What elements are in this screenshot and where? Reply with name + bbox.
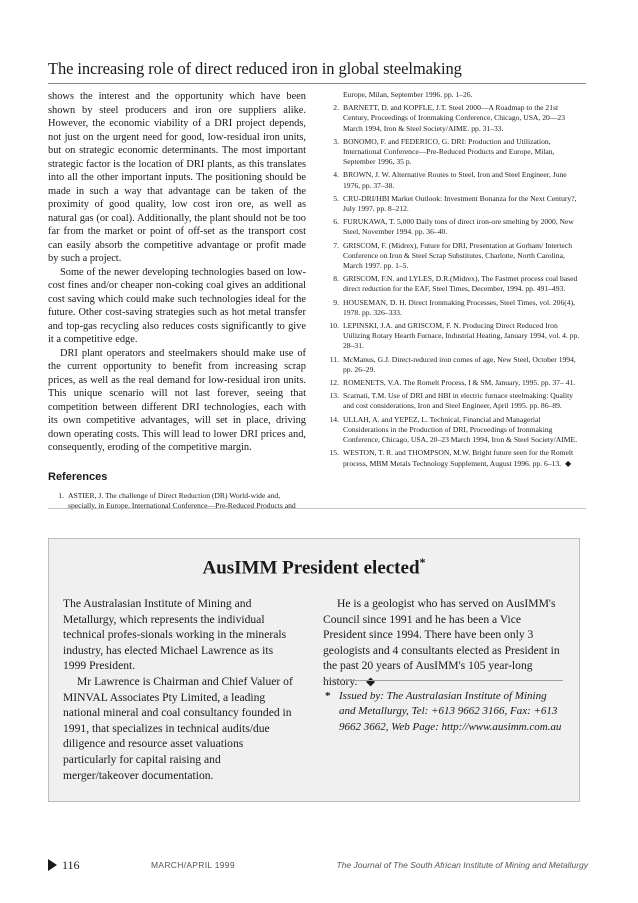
reference-number: 6. xyxy=(333,217,339,227)
reference-item xyxy=(323,241,585,272)
reference-text: BROWN, J. W. Alternative Routes to Steel, Iron and Steel Engineer, June 1976, pp. 37–38. xyxy=(343,170,567,190)
article-left-column xyxy=(48,90,306,511)
article-title: The increasing role of direct reduced iron in global steelmaking xyxy=(48,59,462,78)
footnote-mark: * xyxy=(325,690,331,702)
reference-text: FURUKAWA, T. 5,000 Daily tons of direct iron-ore smelting by 2000, New Steel, November 1994. pp. 36–40. xyxy=(343,217,574,237)
reference-item xyxy=(323,194,585,214)
reference-number: 10. xyxy=(329,321,339,331)
title-rule xyxy=(48,83,586,84)
reference-text: GRISCOM, F.N. and LYLES, D.R.(Midrex), The Fastmet process coal based direct reduction for the EAF, Steel Times, December, 1994. pp. 491–493. xyxy=(343,274,578,294)
reference-item xyxy=(323,391,585,411)
issue-date: MARCH/APRIL 1999 xyxy=(151,860,235,870)
reference-number: 2. xyxy=(333,103,339,113)
announcement-title xyxy=(49,555,579,579)
reference-text: LEPINSKI, J.A. and GRISCOM, F. N. Producing Direct Reduced Iron Utilizing Rotary Hearth Furnace, Industrial Heating, January 1994, vol. 4. pp. 28–31. xyxy=(343,321,580,351)
announcement-right-column xyxy=(323,596,563,690)
page-footer xyxy=(48,859,588,873)
journal-name: The Journal of The South African Institute of Mining and Metallurgy xyxy=(336,860,588,870)
reference-item xyxy=(323,137,585,168)
reference-number: 13. xyxy=(329,391,339,401)
reference-number: 7. xyxy=(333,240,339,250)
footnote-rule xyxy=(323,680,563,681)
announcement-footnote xyxy=(323,689,563,735)
reference-text: CRU-DRI/HBI Market Outlook: Investment Bonanza for the Next Century?, July 1997. pp. 8–212. xyxy=(343,193,577,214)
reference-number: 11. xyxy=(329,354,339,364)
references-heading: References xyxy=(48,470,108,483)
announcement-paragraph-1: The Australasian Institute of Mining and Metallurgy, which represents the individual technical profes-sionals working in the minerals industry, has elected Michael Lawrence as its 1999 President. xyxy=(63,597,287,673)
reference-number: 15. xyxy=(329,448,339,458)
announcement-box xyxy=(48,538,580,802)
announcement-title-text: AusIMM President elected xyxy=(202,557,420,579)
triangle-arrow-icon xyxy=(48,859,57,871)
reference-item xyxy=(323,321,585,352)
reference-item xyxy=(323,448,585,468)
body-paragraph-3: DRI plant operators and steelmakers should make use of the current opportunity to benefit from increasing scrap prices, as well as the real demand for low-residual iron units. This unique scenario will not last forever, seeing that competition between different DRI technologies, each with its own competitive advantages, will set in place, driving down operating costs. This will lead to lower DRI prices and, consequently, eroding of the competitive margin. xyxy=(48,347,306,453)
reference-number: 8. xyxy=(333,274,339,284)
reference-item xyxy=(323,298,585,318)
reference-number: 3. xyxy=(333,136,339,146)
reference-number: 4. xyxy=(333,170,339,180)
reference-text: GRISCOM, F. (Midrex), Future for DRI, Presentation at Gorham/ Intertech Conference on Iron & Steel Scrap Substitutes, Charlotte, North Carolina, March 1997. pp. 1–5. xyxy=(343,240,573,271)
reference-text: HOUSEMAN, D. H. Direct Ironmaking Processes, Steel Times, vol. 206(4), 1978. pp. 326–333. xyxy=(343,297,576,317)
reference-item xyxy=(323,274,585,294)
reference-text: BARNETT, D. and KOPFLE, J.T. Steel 2000—A Roadmap to the 21st Century, Proceedings of Ironmaking Conference, Chicago, USA, 20—23 March 1994, Iron & Steel Society/AIME. pp. 31–33. xyxy=(343,103,565,133)
reference-item xyxy=(323,415,585,446)
reference-item xyxy=(323,217,585,237)
announcement-paragraph-3-text: He is a geologist who has served on AusIMM's Council since 1991 and he has been a Vice President since 1994. There have been only 3 geologists and 4 consultants elected as President in the past 20 years of AusIMM's 105 year-long history. xyxy=(323,597,560,688)
reference-text: ULLAH, A. and YEPEZ, L. Technical, Financial and Managerial Considerations in the Production of DRI, Proceedings of Ironmaking Conference, Chicago, USA, 20–23 March 1994, Iron & Steel Society/AIME. xyxy=(343,414,578,445)
section-divider xyxy=(48,508,586,509)
reference-number: 9. xyxy=(333,297,339,307)
reference-number: 5. xyxy=(333,193,339,203)
reference-text: WESTON, T. R. and THOMPSON, M.W. Bright future seen for the Romelt process, MBM Metals Technology Supplement, August 1996. pp. 6–13. xyxy=(343,448,574,468)
footnote-text: Issued by: The Australasian Institute of Mining and Metallurgy, Tel: +613 9662 3166, Fax: +613 9662 3662, Web Page: http://www.ausimm.com.au xyxy=(339,690,562,733)
announcement-paragraph-2: Mr Lawrence is Chairman and Chief Valuer of MINVAL Associates Pty Limited, a leading national mineral and coal consultancy founded in 1991, that specializes in technical audits/due diligence and resource asset valuations particularly for capital raising and merger/takeover documentation. xyxy=(63,674,293,782)
reference-item xyxy=(323,170,585,190)
announcement-end-diamond-icon: ◆ xyxy=(366,674,375,688)
announcement-paragraph-3 xyxy=(323,596,563,690)
body-paragraph-2: Some of the newer developing technologies based on low-cost fines and/or cheaper non-coking coal gives an additional cost saving which could make such technologies ideal for the future. Other cost-saving strategies such as hot metal transfer and top-gas recycling also reduces costs significantly to give it a competitive edge. xyxy=(48,266,306,345)
reference-item xyxy=(323,378,585,388)
announcement-left-column xyxy=(63,596,299,783)
reference-text: BONOMO, F. and FEDERICO, G. DRI: Production and Utilization, International Conference—Pre-Reduced Products and Europe, Milan, September 1996, 35 p. xyxy=(343,136,555,167)
page-number: 116 xyxy=(62,858,80,872)
article-right-column xyxy=(323,90,585,472)
reference-continuation: Europe, Milan, September 1996. pp. 1–26. xyxy=(343,90,473,99)
body-paragraph-1: shows the interest and the opportunity which have been shown by steel producers and iron ore suppliers alike. However, the economic viability of a DRI project depends, not just on the urgent need for good, low-residual iron units, but on strategic economic determinants. The most important strategic factor is the location of DRI plants, as this translates into all the other important inputs. The positioning should be made in such a way that advantage can be taken of the proximity of good quality, low cost iron ore, as well as natural gas (or coal). Additionally, the plant should not be too far from the market or point of off-set as the transport cost can easily absorb the competitive advantage or profit made by such a project. xyxy=(48,91,306,264)
reference-number: 14. xyxy=(329,414,339,424)
reference-text: ASTIER, J. The challenge of Direct Reduction (DR) World-wide and, specially, in Europe, International Conference—Pre-Reduced Products and xyxy=(68,491,296,511)
reference-text: ROMENETS, V.A. The Romelt Process, I & SM, January, 1995. pp. 37– 41. xyxy=(343,378,576,388)
end-diamond-icon: ◆ xyxy=(564,458,572,468)
reference-number: 12. xyxy=(329,378,339,388)
references-list-right xyxy=(323,103,585,469)
reference-text: McManus, G.J. Direct-reduced iron comes of age, New Steel, October 1994, pp. 26–29. xyxy=(343,354,576,374)
reference-number: 1. xyxy=(58,491,64,500)
reference-text: Scarnati, T.M. Use of DRI and HBI in electric furnace steelmaking: Quality and cost considerations, Iron and Steel Engineer, April 1995. pp. 86–89. xyxy=(343,391,573,411)
reference-item xyxy=(323,355,585,375)
reference-item xyxy=(323,103,585,134)
announcement-title-mark: * xyxy=(419,555,426,569)
